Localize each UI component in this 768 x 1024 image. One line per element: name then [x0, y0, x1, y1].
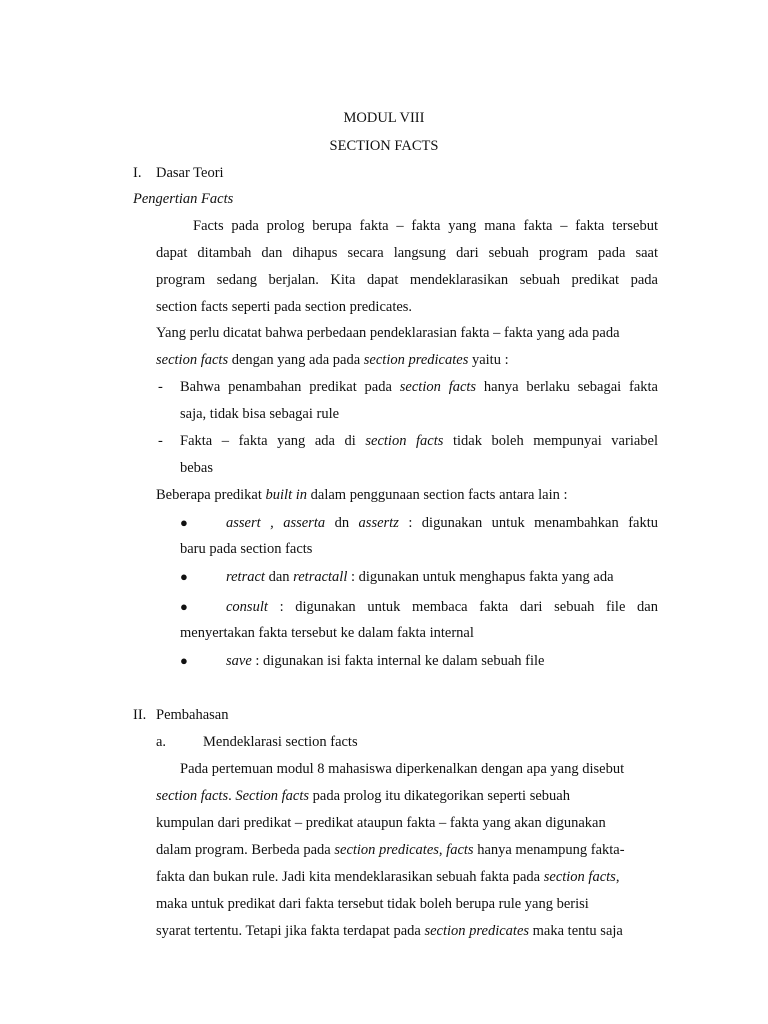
section-2-number: II. [133, 707, 147, 723]
pembahasan-line-5: fakta dan bukan rule. Jadi kita mendeklarasikan sebuah fakta pada section facts, [156, 869, 620, 885]
bullet-item-1-line-2: baru pada section facts [180, 541, 313, 557]
module-subtitle: SECTION FACTS [329, 138, 439, 154]
pembahasan-line-2: section facts. Section facts pada prolog itu dikategorikan seperti sebuah [156, 788, 570, 804]
pembahasan-line-3: kumpulan dari predikat – predikat ataupun fakta – fakta yang akan digunakan [156, 815, 606, 831]
bullet-marker: ● [180, 653, 188, 668]
dash-marker: - [158, 379, 163, 395]
bullet-item-2: retract dan retractall : digunakan untuk menghapus fakta yang ada [226, 569, 614, 585]
dash-item-1-line-1: Bahwa penambahan predikat pada section facts hanya berlaku sebagai fakta [180, 379, 658, 395]
bullet-marker: ● [180, 569, 188, 584]
paragraph-1-line-2: dapat ditambah dan dihapus secara langsung dari sebuah program pada saat [156, 245, 658, 261]
bullet-marker: ● [180, 599, 188, 614]
subsection-heading: Mendeklarasi section facts [203, 734, 358, 750]
pembahasan-line-7: syarat tertentu. Tetapi jika fakta terdapat pada section predicates maka tentu saja [156, 923, 623, 939]
bullet-item-3-line-1: consult : digunakan untuk membaca fakta dari sebuah file dan [226, 599, 658, 615]
section-1-number: I. [133, 165, 142, 181]
paragraph-3: Beberapa predikat built in dalam penggunaan section facts antara lain : [156, 487, 568, 503]
paragraph-2-line-2: section facts dengan yang ada pada section predicates yaitu : [156, 352, 509, 368]
dash-item-1-line-2: saja, tidak bisa sebagai rule [180, 406, 340, 422]
section-1-heading: Dasar Teori [156, 165, 224, 181]
bullet-item-4: save : digunakan isi fakta internal ke dalam sebuah file [226, 653, 545, 669]
bullet-item-3-line-2: menyertakan fakta tersebut ke dalam fakta internal [180, 625, 474, 641]
bullet-item-1-line-1: assert , asserta dn assertz : digunakan untuk menambahkan faktu [226, 515, 658, 531]
subheading-pengertian-facts: Pengertian Facts [133, 191, 234, 207]
dash-item-2-line-2: bebas [180, 460, 214, 476]
pembahasan-line-4: dalam program. Berbeda pada section predicates, facts hanya menampung fakta- [156, 842, 625, 858]
section-2-heading: Pembahasan [156, 707, 229, 723]
paragraph-1-line-4: section facts seperti pada section predicates. [156, 299, 413, 315]
bullet-marker: ● [180, 515, 188, 530]
pembahasan-line-1: Pada pertemuan modul 8 mahasiswa diperkenalkan dengan apa yang disebut [180, 761, 625, 777]
pembahasan-line-6: maka untuk predikat dari fakta tersebut tidak boleh berupa rule yang berisi [156, 896, 589, 912]
paragraph-1-line-1: Facts pada prolog berupa fakta – fakta yang mana fakta – fakta tersebut [193, 218, 658, 234]
module-title: MODUL VIII [343, 110, 425, 126]
paragraph-1-line-3: program sedang berjalan. Kita dapat mendeklarasikan sebuah predikat pada [156, 272, 658, 288]
term-section-predicates: section predicates [363, 352, 469, 368]
term-section-facts: section facts [156, 352, 229, 368]
paragraph-2-line-1: Yang perlu dicatat bahwa perbedaan pendeklarasian fakta – fakta yang ada pada [156, 325, 620, 341]
subsection-letter: a. [156, 734, 167, 750]
dash-marker: - [158, 433, 163, 449]
dash-item-2-line-1: Fakta – fakta yang ada di section facts tidak boleh mempunyai variabel [180, 433, 658, 449]
